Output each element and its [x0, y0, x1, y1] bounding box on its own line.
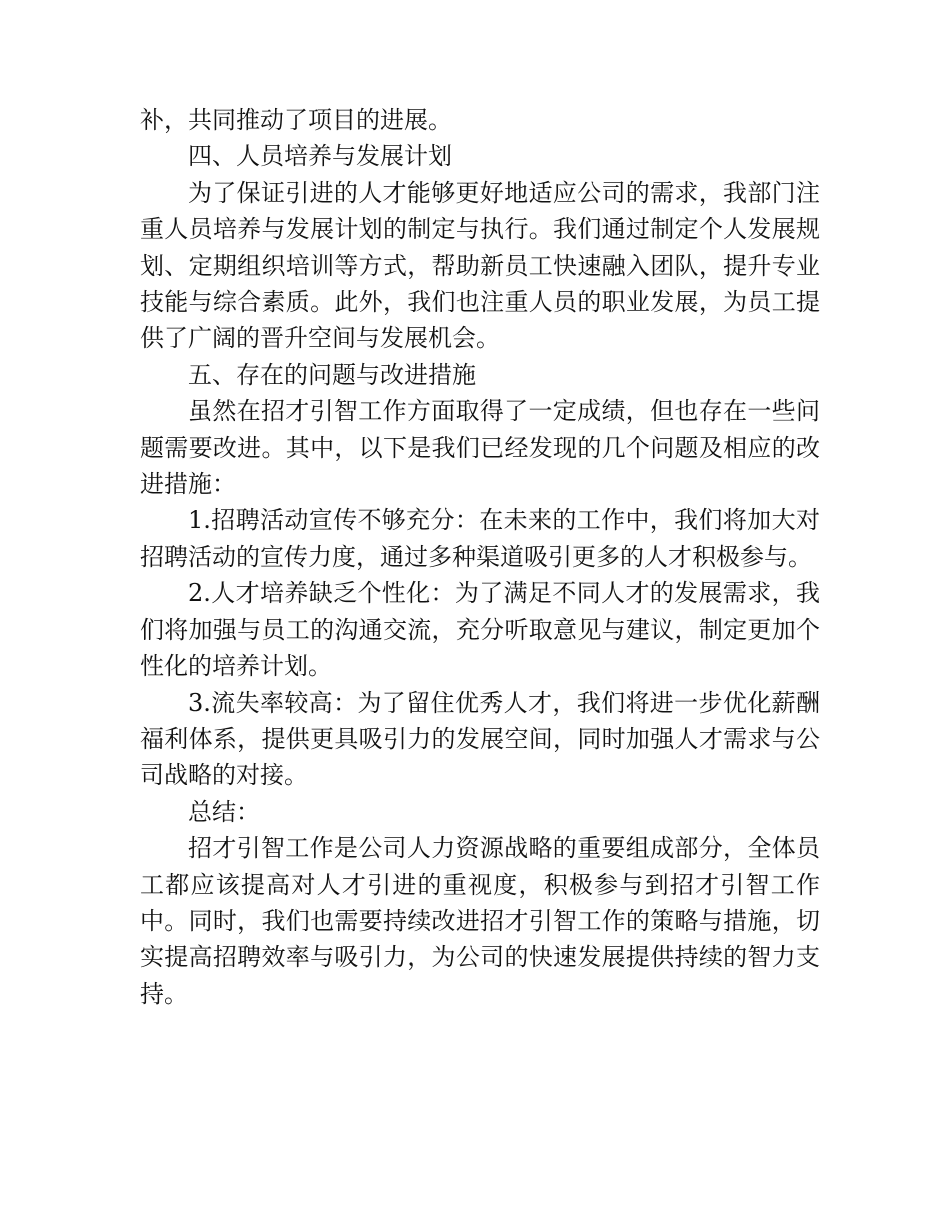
summary-heading: 总结：	[188, 797, 260, 826]
list-item-problem-3: 3.流失率较高：为了留住优秀人才，我们将进一步优化薪酬福利体系，提供更具吸引力的发展空间，同时加强人才需求与公司战略的对接。	[140, 688, 820, 790]
list-item-problem-2: 2.人才培养缺乏个性化：为了满足不同人才的发展需求，我们将加强与员工的沟通交流，充分听取意见与建议，制定更加个性化的培养计划。	[140, 579, 820, 681]
paragraph-summary: 招才引智工作是公司人力资源战略的重要组成部分，全体员工都应该提高对人才引进的重视度，积极参与到招才引智工作中。同时，我们也需要持续改进招才引智工作的策略与措施，切实提高招聘效率与吸引力，为公司的快速发展提供持续的智力支持。	[140, 834, 820, 1008]
section-heading-training-plan: 四、人员培养与发展计划	[188, 142, 452, 171]
paragraph-continuation: 补，共同推动了项目的进展。	[140, 106, 452, 134]
section-heading-problems: 五、存在的问题与改进措施	[188, 360, 476, 389]
document-body	[140, 102, 820, 1012]
list-item-problem-1: 1.招聘活动宣传不够充分：在未来的工作中，我们将加大对招聘活动的宣传力度，通过多种渠道吸引更多的人才积极参与。	[140, 506, 820, 571]
paragraph-training-plan: 为了保证引进的人才能够更好地适应公司的需求，我部门注重人员培养与发展计划的制定与执行。我们通过制定个人发展规划、定期组织培训等方式，帮助新员工快速融入团队，提升专业技能与综合素质。此外，我们也注重人员的职业发展，为员工提供了广阔的晋升空间与发展机会。	[140, 178, 820, 353]
paragraph-problems-intro: 虽然在招才引智工作方面取得了一定成绩，但也存在一些问题需要改进。其中，以下是我们已经发现的几个问题及相应的改进措施：	[140, 397, 820, 499]
